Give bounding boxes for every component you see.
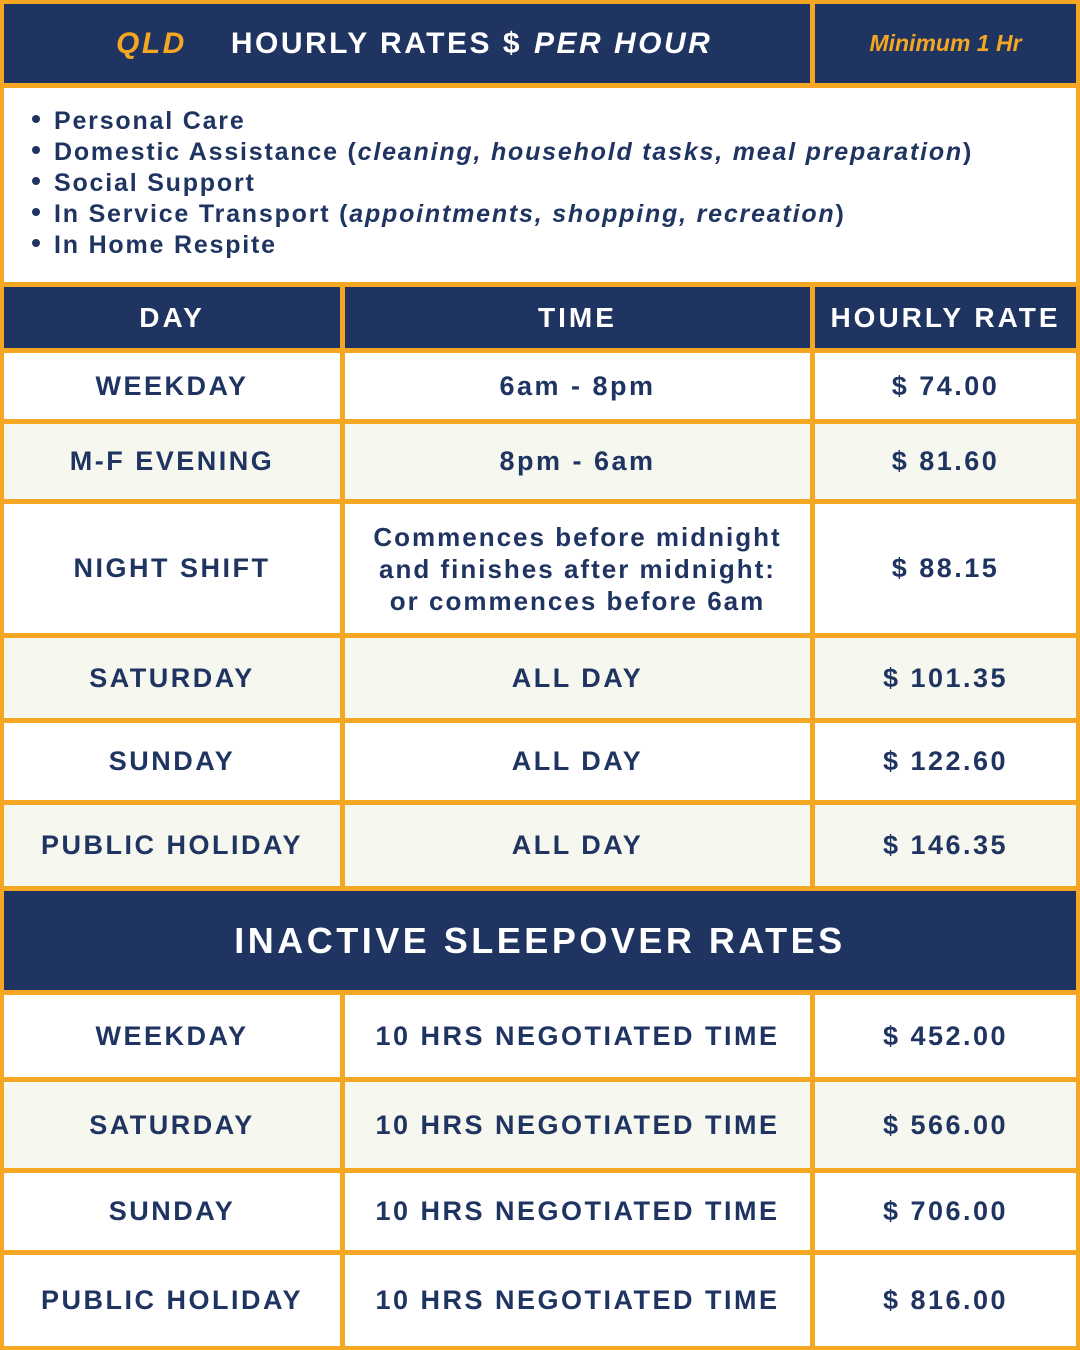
table-row-time: 8pm - 6am (345, 424, 810, 499)
bullet-icon (32, 146, 40, 154)
table-row-day: M-F EVENING (4, 424, 340, 499)
bullet-icon (32, 177, 40, 185)
table-row-time: 10 HRS NEGOTIATED TIME (345, 1082, 810, 1168)
night-shift-line: and finishes after midnight: (379, 553, 776, 584)
night-shift-line: or commences before 6am (389, 585, 766, 616)
table-row-day: PUBLIC HOLIDAY (4, 805, 340, 886)
table-row-rate: $ 81.60 (815, 424, 1076, 499)
list-item: Domestic Assistance (cleaning, household tasks, meal preparation) (32, 137, 1076, 168)
table-row-rate: $ 816.00 (815, 1255, 1076, 1346)
list-item: Social Support (32, 168, 1076, 199)
sleepover-title: INACTIVE SLEEPOVER RATES (4, 891, 1076, 990)
table-row-time: 10 HRS NEGOTIATED TIME (345, 995, 810, 1077)
table-row-rate: $ 88.15 (815, 504, 1076, 633)
table-row-time: 6am - 8pm (345, 353, 810, 419)
table-row-rate: $ 122.60 (815, 723, 1076, 800)
column-header-day: DAY (4, 287, 340, 348)
table-row-day: SATURDAY (4, 1082, 340, 1168)
column-header-rate: HOURLY RATE (815, 287, 1076, 348)
bullet-icon (32, 115, 40, 123)
page-title: HOURLY RATES $ (230, 26, 522, 60)
table-row-day: SUNDAY (4, 723, 340, 800)
minimum-hours-note: Minimum 1 Hr (869, 30, 1022, 56)
table-row-rate: $ 452.00 (815, 995, 1076, 1077)
table-row-time: ALL DAY (345, 638, 810, 718)
table-row-day: SATURDAY (4, 638, 340, 718)
services-list (4, 88, 1076, 282)
header-title-bar (4, 4, 810, 83)
table-row-day: NIGHT SHIFT (4, 504, 340, 633)
list-item: Personal Care (32, 106, 1076, 137)
table-row-day: PUBLIC HOLIDAY (4, 1255, 340, 1346)
night-shift-line: Commences before midnight (373, 521, 782, 552)
table-row-time (345, 504, 810, 633)
table-row-time: ALL DAY (345, 805, 810, 886)
table-row-time: 10 HRS NEGOTIATED TIME (345, 1173, 810, 1250)
bullet-icon (32, 208, 40, 216)
page-title-italic: PER HOUR (534, 26, 713, 60)
table-row-rate: $ 566.00 (815, 1082, 1076, 1168)
table-row-time: 10 HRS NEGOTIATED TIME (345, 1255, 810, 1346)
table-row-rate: $ 101.35 (815, 638, 1076, 718)
table-row-day: SUNDAY (4, 1173, 340, 1250)
list-item: In Service Transport (appointments, shopping, recreation) (32, 199, 1076, 230)
state-label: QLD (116, 26, 187, 60)
table-row-rate: $ 706.00 (815, 1173, 1076, 1250)
table-row-rate: $ 146.35 (815, 805, 1076, 886)
minimum-hours-cell (815, 4, 1076, 83)
table-row-time: ALL DAY (345, 723, 810, 800)
list-item: In Home Respite (32, 230, 1076, 261)
bullet-icon (32, 239, 40, 247)
table-row-day: WEEKDAY (4, 995, 340, 1077)
table-row-rate: $ 74.00 (815, 353, 1076, 419)
table-row-day: WEEKDAY (4, 353, 340, 419)
column-header-time: TIME (345, 287, 810, 348)
